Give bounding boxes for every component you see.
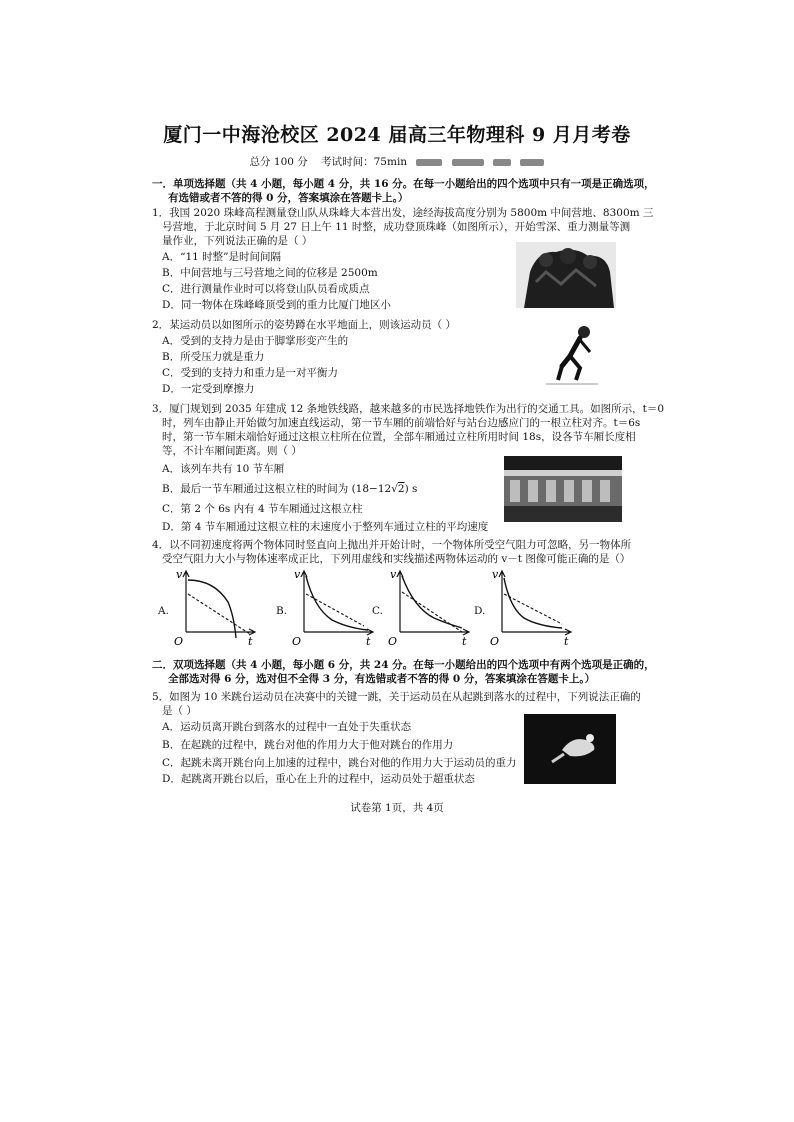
q5-option-b: B．在起跳的过程中，跳台对他的作用力大于他对跳台的作用力 [162, 739, 454, 751]
t-axis-label: t [248, 635, 253, 646]
metro-station-photo [504, 456, 622, 522]
q1-option-a: A．“11 时整”是时间间隔 [162, 251, 282, 263]
q3-option-d: D．第 4 节车厢通过这根立柱的末速度小于整列车通过立柱的平均速度 [162, 521, 489, 533]
q2-option-b: B．所受压力就是重力 [162, 351, 265, 363]
q5-option-c: C．起跳未离开跳台向上加速的过程中，跳台对他的作用力大于运动员的重力 [162, 757, 517, 769]
q3-option-b-text: B．最后一节车厢通过这根立柱的时间为 [162, 483, 349, 495]
q2-option-d: D．一定受到摩擦力 [162, 383, 255, 395]
q4-graph-d [490, 566, 574, 646]
v-axis-label: v [492, 568, 499, 581]
exam-time: 考试时间：75min [321, 156, 408, 168]
q4-option-label-c: C. [372, 605, 383, 617]
v-axis-label: v [390, 568, 397, 581]
q1-option-d: D．同一物体在珠峰峰顶受到的重力比厦门地区小 [162, 299, 391, 311]
q5-option-a: A．运动员离开跳台到落水的过程中一直处于失重状态 [162, 721, 412, 733]
q2-stem: 2．某运动员以如图所示的姿势蹲在水平地面上，则该运动员（ ） [152, 319, 457, 331]
t-axis [502, 629, 571, 635]
q3-stem: 时，第一节车厢末端恰好通过这根立柱所在位置，全部车厢通过立柱所用时间 18s，设各节车厢长度相 [162, 431, 636, 443]
diver-photo [524, 714, 616, 784]
redacted-text [416, 159, 442, 166]
q3-stem: 等，不计车厢间距离。则（ ） [162, 445, 302, 457]
v-axis-label: v [176, 568, 183, 581]
q3-stem: 时，列车由静止开始做匀加速直线运动，第一节车厢的前端恰好与站台边感应门的一根立柱对齐。t＝6s [162, 417, 641, 429]
q2-option-c: C．受到的支持力和重力是一对平衡力 [162, 367, 339, 379]
redacted-text [452, 159, 484, 166]
q3-option-b [162, 482, 417, 496]
dashed-line [188, 594, 250, 634]
redacted-text [493, 159, 511, 166]
solid-curve [504, 578, 562, 628]
origin-label: O [388, 635, 398, 646]
section-2-heading-cont: 全部选对得 6 分，选对但不全得 3 分，有选错或者不答的得 0 分，答案填涂在答题卡上。） [168, 673, 596, 685]
total-score: 总分 100 分 [249, 156, 308, 168]
q4-stem: 受空气阻力大小与物体速率成正比，下列用虚线和实线描述两物体运动的 v－t 图像可能正确的是（） [162, 553, 631, 565]
q4-graph-c [388, 566, 472, 646]
q1-option-c: C．进行测量作业时可以将登山队员看成质点 [162, 283, 370, 295]
dashed-line [402, 592, 462, 632]
q4-graph-a [174, 566, 258, 646]
v-axis-label: v [294, 568, 301, 581]
origin-label: O [490, 635, 500, 646]
exam-meta [0, 154, 794, 169]
t-axis-label: t [564, 635, 569, 646]
section-1-heading-cont: 有选错或者不答的得 0 分，答案填涂在答题卡上。） [168, 192, 409, 204]
redacted-text [520, 159, 544, 166]
v-axis [397, 571, 403, 632]
q2-option-a: A．受到的支持力是由于脚掌形变产生的 [162, 335, 349, 347]
q3-option-c: C．第 2 个 6s 内有 4 节车厢通过这根立柱 [162, 503, 363, 515]
origin-label: O [292, 635, 302, 646]
t-axis-label: t [462, 635, 467, 646]
q4-option-label-b: B. [276, 605, 288, 617]
q1-stem: 号营地，于北京时间 5 月 27 日上午 11 时整，成功登顶珠峰（如图所示），开始雪深、重力测量等测 [162, 221, 631, 233]
t-axis [400, 629, 469, 635]
section-2-heading: 二．双项选择题（共 4 小题，每小题 6 分，共 24 分。在每一小题给出的四个选项中有两个选项是正确的， [152, 659, 655, 671]
page-footer: 试卷第 1页，共 4页 [350, 802, 444, 814]
q3-stem: 3．厦门规划到 2035 年建成 12 条地铁线路，越来越多的市民选择地铁作为出行的交通工具。如图所示，t＝0 [152, 403, 665, 415]
v-axis [301, 571, 307, 632]
q1-option-b: B．中间营地与三号营地之间的位移是 2500m [162, 267, 378, 279]
q5-stem: 5．如图为 10 米跳台运动员在决赛中的关键一跳，关于运动员在从起跳到落水的过程中，下列说法正确的 [152, 691, 641, 703]
solid-curve [188, 580, 236, 638]
q3-option-b-formula: (18−12√2) s [351, 483, 418, 495]
q5-stem: 是（ ） [162, 705, 197, 717]
q4-graph-b [292, 566, 376, 646]
section-1-heading: 一．单项选择题（共 4 小题，每小题 4 分，共 16 分。在每一小题给出的四个选项中只有一项是正确选项， [152, 178, 655, 190]
q1-stem: 量作业，下列说法正确的是（ ） [162, 235, 313, 247]
solid-curve [402, 576, 462, 628]
q1-stem: 1．我国 2020 珠峰高程测量登山队从珠峰大本营出发，途经海拔高度分别为 5800m 中间营地、8300m 三 [152, 207, 654, 219]
q3-option-a: A．该列车共有 10 节车厢 [162, 463, 285, 475]
origin-label: O [174, 635, 184, 646]
q5-option-d: D．起跳离开跳台以后，重心在上升的过程中，运动员处于超重状态 [162, 773, 475, 785]
solid-curve [306, 576, 368, 630]
q4-stem: 4．以不同初速度将两个物体同时竖直向上抛出并开始计时，一个物体所受空气阻力可忽略，另一物体所 [152, 539, 632, 551]
q4-option-label-d: D. [474, 605, 486, 617]
t-axis-label: t [366, 635, 371, 646]
climbers-photo [516, 242, 616, 308]
q4-option-label-a: A. [158, 605, 169, 617]
page-title: 厦门一中海沧校区 2024 届高三年物理科 9 月月考卷 [163, 124, 631, 146]
dashed-line [504, 594, 562, 624]
squatting-athlete-figure [540, 322, 600, 392]
